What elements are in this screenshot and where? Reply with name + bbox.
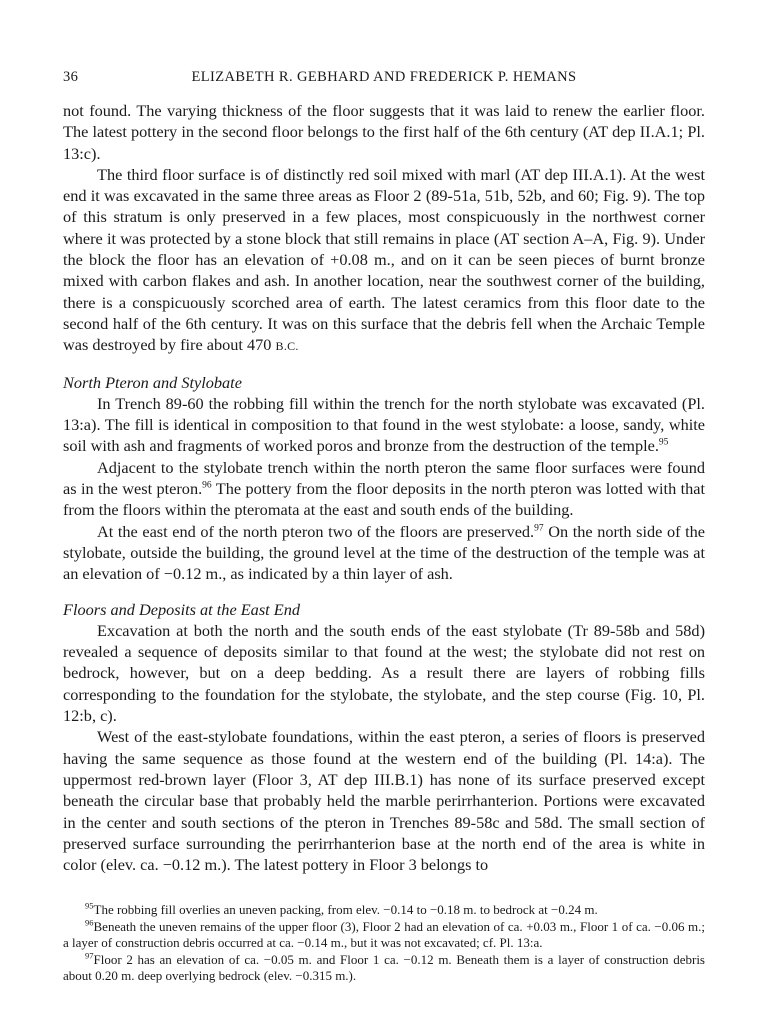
footnote-number: 96 (85, 917, 94, 928)
footnote-ref[interactable]: 97 (534, 523, 544, 534)
section-heading: Floors and Deposits at the East End (63, 599, 300, 619)
paragraph-text: In Trench 89-60 the robbing fill within the trench for the north stylobate was excavated (Pl. 13:a). The fill is identical in composition to that found in the west stylobate: a loose, sandy, white soil with ash and fragments of worked poros and bronze from the destruction of the temple. (63, 393, 705, 456)
paragraph (63, 521, 705, 585)
running-title-authors: ELIZABETH R. GEBHARD AND FREDERICK P. HEMANS (191, 69, 577, 85)
paragraph-text: Adjacent to the stylobate trench within the north pteron the same floor surfaces were found as in the west pteron. (63, 457, 705, 499)
section-heading: North Pteron and Stylobate (63, 372, 242, 392)
section-gap (63, 585, 705, 599)
footnote (63, 902, 705, 919)
paragraph-text: At the east end of the north pteron two of the floors are preserved. (97, 521, 535, 541)
paragraph-text: The pottery from the floor deposits in the north pteron was lotted with that from the floors within the pteromata at the east and south ends of the building. (63, 479, 706, 520)
footnote (63, 919, 705, 952)
footnote-number: 97 (85, 950, 94, 961)
paragraph (63, 457, 705, 521)
footnote-text: The robbing fill overlies an uneven packing, from elev. −0.14 to −0.18 m. to bedrock at −0.24 m. (93, 902, 598, 917)
paragraph: not found. The varying thickness of the floor suggests that it was laid to renew the earlier floor. The latest pottery in the second floor belongs to the first half of the 6th century (AT dep II.A.1; Pl. 13:c). (63, 101, 705, 163)
paragraph: Excavation at both the north and the south ends of the east stylobate (Tr 89-58b and 58d) revealed a sequence of deposits similar to that found at the west; the stylobate did not rest on bedrock, however, but on a deep bedding. As a result there are layers of robbing fills corresponding to the foundation for the stylobate, the stylobate, and the step course (Fig. 10, Pl. 12:b, c). (63, 620, 705, 726)
section-gap (63, 358, 705, 372)
paragraph (63, 164, 705, 358)
footnote-ref[interactable]: 96 (202, 480, 212, 491)
paragraph: West of the east-stylobate foundations, within the east pteron, a series of floors is preserved having the same sequence as those found at the western end of the building (Pl. 14:a). The uppermost red-brown layer (Floor 3, AT dep III.B.1) has none of its surface preserved except beneath the circular base that probably held the marble perirrhanterion. Portions were excavated in the center and south sections of the pteron in Trenches 89-58c and 58d. The small section of preserved surface surrounding the perirrhanterion base at the north end of the area is white in color (elev. ca. −0.12 m.). The latest pottery in Floor 3 belongs to (63, 727, 705, 875)
running-head (63, 69, 705, 89)
era-abbreviation: B.C. (275, 339, 299, 354)
footnote-ref[interactable]: 95 (658, 438, 669, 449)
footnotes (63, 902, 705, 985)
footnote-number: 95 (85, 900, 94, 911)
paragraph-text: On the north side of the stylobate, outside the building, the ground level at the time of the destruction of the temple was at an elevation of −0.12 m., as indicated by a thin layer of ash. (63, 521, 706, 584)
footnote-text: Floor 2 has an elevation of ca. −0.05 m. and Floor 1 ca. −0.12 m. Beneath them is a layer of construction debris about 0.20 m. deep overlying bedrock (elev. −0.315 m.). (63, 951, 705, 984)
footnote (63, 952, 705, 985)
paragraph-text: The third floor surface is of distinctly red soil mixed with marl (AT dep III.A.1). At the west end it was excavated in the same three areas as Floor 2 (89-51a, 51b, 52b, and 60; Fig. 9). The top of this stratum is only preserved in a few places, most conspicuously in the northwest corner where it was protected by a stone block that still remains in place (AT section A–A, Fig. 9). Under the block the floor has an elevation of +0.08 m., and on it can be seen pieces of burnt bronze mixed with carbon flakes and ash. In another location, near the southwest corner of the building, there is a conspicuously scorched area of earth. The latest ceramics from this floor date to the second half of the 6th century. It was on this surface that the debris fell when the Archaic Temple was destroyed by fire about 470 (63, 164, 705, 355)
page-number: 36 (63, 69, 79, 85)
paragraph (63, 393, 705, 457)
main-text (63, 100, 705, 875)
footnote-text: Beneath the uneven remains of the upper floor (3), Floor 2 had an elevation of ca. +0.03 m., Floor 1 of ca. −0.06 m.; a layer of construction debris occurred at ca. −0.14 m., but it was not excavated; cf. Pl. 13:a. (63, 918, 705, 951)
